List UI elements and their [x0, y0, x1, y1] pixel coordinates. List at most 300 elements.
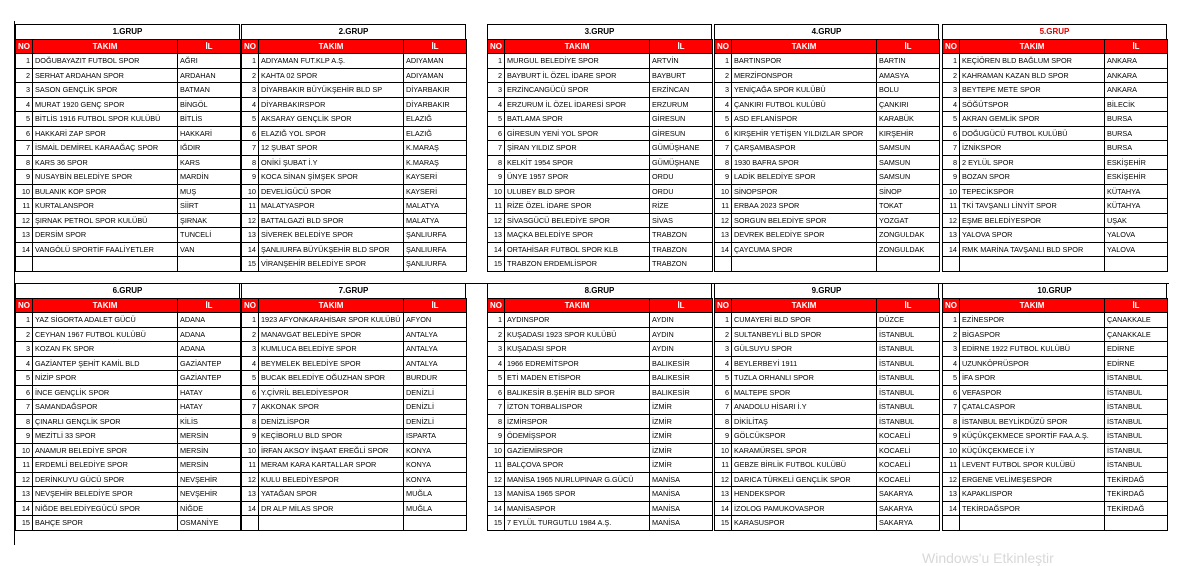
cell-city: BİLECİK	[1105, 97, 1168, 112]
cell-team: BAYBURT İL ÖZEL İDARE SPOR	[505, 68, 650, 83]
cell-city: ŞANLIURFA	[404, 242, 467, 257]
table-row	[943, 228, 1168, 243]
empty-row	[943, 257, 1168, 272]
cell-team: KULU BELEDİYESPOR	[259, 472, 404, 487]
cell-team: YATAĞAN SPOR	[259, 487, 404, 502]
cell-team: TEKİRDAĞSPOR	[960, 501, 1105, 516]
cell-city: GAZİANTEP	[178, 356, 241, 371]
table-row	[715, 170, 940, 185]
cell-no: 13	[16, 487, 33, 502]
cell-team: Y.ÇİVRİL BELEDİYESPOR	[259, 385, 404, 400]
cell-no: 6	[242, 385, 259, 400]
cell-city: ISPARTA	[404, 429, 467, 444]
cell-no: 12	[715, 213, 732, 228]
cell-city: ANKARA	[1105, 54, 1168, 69]
table-header-row	[488, 299, 713, 313]
cell-no: 8	[242, 414, 259, 429]
cell-no: 12	[242, 213, 259, 228]
cell-team: AKSARAY GENÇLİK SPOR	[259, 112, 404, 127]
cell-team: MANAVGAT BELEDİYE SPOR	[259, 327, 404, 342]
cell-city: EDİRNE	[1105, 342, 1168, 357]
table-row	[16, 516, 241, 531]
cell-city: ESKİŞEHİR	[1105, 155, 1168, 170]
cell-city: ANTALYA	[404, 327, 467, 342]
cell-city: ŞANLIURFA	[404, 228, 467, 243]
cell-no: 6	[488, 126, 505, 141]
cell-city: İZMİR	[650, 414, 713, 429]
group-title: 1.GRUP	[15, 24, 240, 39]
header-city: İL	[877, 40, 940, 54]
cell-city: ŞIRNAK	[178, 213, 241, 228]
cell-city: AMASYA	[877, 68, 940, 83]
cell-no: 11	[943, 458, 960, 473]
cell-city: KOCAELİ	[877, 429, 940, 444]
cell-team: KEÇİBORLU BLD SPOR	[259, 429, 404, 444]
cell-no: 5	[715, 371, 732, 386]
cell-city: BURSA	[1105, 141, 1168, 156]
table-row	[242, 141, 467, 156]
header-team: TAKIM	[33, 40, 178, 54]
group-4	[714, 24, 939, 272]
cell-team: YALOVA SPOR	[960, 228, 1105, 243]
cell-city: ÇANAKKALE	[1105, 327, 1168, 342]
cell-team: LEVENT FUTBOL SPOR KULÜBÜ	[960, 458, 1105, 473]
cell-no: 7	[488, 400, 505, 415]
table-row	[488, 97, 713, 112]
cell-team: NİĞDE BELEDİYEGÜCÜ SPOR	[33, 501, 178, 516]
cell-team: KIRŞEHİR YETİŞEN YILDIZLAR SPOR	[732, 126, 877, 141]
cell-city: YALOVA	[1105, 228, 1168, 243]
cell-no: 4	[943, 356, 960, 371]
table-row	[16, 327, 241, 342]
cell-city: TUNCELİ	[178, 228, 241, 243]
cell-team: SERHAT ARDAHAN SPOR	[33, 68, 178, 83]
table-row	[242, 472, 467, 487]
cell-team: ÇINARLI GENÇLİK SPOR	[33, 414, 178, 429]
table-row	[943, 170, 1168, 185]
table-row	[943, 199, 1168, 214]
cell-team: ERZURUM İL ÖZEL İDARESİ SPOR	[505, 97, 650, 112]
table-row	[715, 155, 940, 170]
header-no: NO	[488, 40, 505, 54]
cell-no: 13	[488, 487, 505, 502]
cell-no: 7	[242, 141, 259, 156]
group-title: 7.GRUP	[241, 283, 466, 298]
cell-team: CUMAYERİ BLD SPOR	[732, 313, 877, 328]
table-row	[242, 184, 467, 199]
cell-no: 10	[16, 443, 33, 458]
cell-city: SİİRT	[178, 199, 241, 214]
table-row	[943, 112, 1168, 127]
cell-no: 10	[16, 184, 33, 199]
cell-team: HENDEKSPOR	[732, 487, 877, 502]
table-row	[943, 83, 1168, 98]
cell-no: 14	[488, 242, 505, 257]
group-table	[942, 298, 1168, 531]
table-row	[242, 400, 467, 415]
cell-no: 9	[488, 429, 505, 444]
table-row	[242, 342, 467, 357]
table-row	[943, 443, 1168, 458]
cell-team: NEVŞEHİR BELEDİYE SPOR	[33, 487, 178, 502]
table-row	[488, 83, 713, 98]
cell-no: 12	[715, 472, 732, 487]
cell-team: HAKKARİ ZAP SPOR	[33, 126, 178, 141]
group-table	[15, 298, 241, 531]
cell-no: 7	[715, 400, 732, 415]
group-9	[714, 283, 939, 531]
table-row	[715, 487, 940, 502]
cell-no: 11	[488, 458, 505, 473]
cell-city: İZMİR	[650, 429, 713, 444]
cell-team: KOCA SİNAN ŞİMŞEK SPOR	[259, 170, 404, 185]
cell-team: KUMLUCA BELEDİYE SPOR	[259, 342, 404, 357]
table-row	[16, 356, 241, 371]
cell-no: 8	[943, 155, 960, 170]
cell-team: GEBZE BİRLİK FUTBOL KULÜBÜ	[732, 458, 877, 473]
cell-no: 3	[943, 83, 960, 98]
cell-team: VİRANŞEHİR BELEDİYE SPOR	[259, 257, 404, 272]
header-team: TAKIM	[960, 40, 1105, 54]
table-row	[16, 458, 241, 473]
cell-city: SAMSUN	[877, 170, 940, 185]
cell-team: SİVEREK BELEDİYE SPOR	[259, 228, 404, 243]
cell-no: 7	[16, 141, 33, 156]
cell-no: 3	[242, 342, 259, 357]
cell-team: BATLAMA SPOR	[505, 112, 650, 127]
table-row	[488, 487, 713, 502]
cell-city: KONYA	[404, 443, 467, 458]
cell-no: 1	[16, 54, 33, 69]
table-row	[16, 68, 241, 83]
cell-no: 1	[242, 313, 259, 328]
cell-city: KIRŞEHİR	[877, 126, 940, 141]
group-title: 8.GRUP	[487, 283, 712, 298]
table-row	[16, 487, 241, 502]
cell-city: KÜTAHYA	[1105, 199, 1168, 214]
cell-team: TEPECİKSPOR	[960, 184, 1105, 199]
cell-team: TRABZON ERDEMLİSPOR	[505, 257, 650, 272]
cell-city: ANKARA	[1105, 68, 1168, 83]
header-no: NO	[943, 299, 960, 313]
cell-city: İSTANBUL	[1105, 443, 1168, 458]
cell-no: 2	[242, 68, 259, 83]
empty-row	[16, 257, 241, 272]
table-row	[488, 54, 713, 69]
table-row	[242, 257, 467, 272]
cell-team: BATTALGAZİ BLD SPOR	[259, 213, 404, 228]
table-row	[488, 501, 713, 516]
cell-no: 11	[16, 458, 33, 473]
cell-city: ZONGULDAK	[877, 242, 940, 257]
cell-team: DEVELİGÜCÜ SPOR	[259, 184, 404, 199]
cell-team: ONİKİ ŞUBAT İ.Y	[259, 155, 404, 170]
cell-no: 8	[488, 155, 505, 170]
cell-city: İZMİR	[650, 400, 713, 415]
cell-city: ERZİNCAN	[650, 83, 713, 98]
empty-cell	[877, 257, 940, 272]
cell-no: 14	[242, 242, 259, 257]
cell-team: KAHTA 02 SPOR	[259, 68, 404, 83]
cell-no: 4	[16, 356, 33, 371]
table-row	[16, 83, 241, 98]
cell-no: 3	[488, 83, 505, 98]
cell-no: 1	[488, 313, 505, 328]
cell-city: GAZİANTEP	[178, 371, 241, 386]
table-header-row	[943, 299, 1168, 313]
table-row	[488, 371, 713, 386]
cell-team: MERAM KARA KARTALLAR SPOR	[259, 458, 404, 473]
cell-no: 2	[242, 327, 259, 342]
empty-cell	[960, 257, 1105, 272]
cell-city: KOCAELİ	[877, 472, 940, 487]
cell-city: İZMİR	[650, 458, 713, 473]
table-header-row	[715, 40, 940, 54]
cell-city: BİTLİS	[178, 112, 241, 127]
cell-city: KAYSERİ	[404, 184, 467, 199]
cell-city: BALIKESİR	[650, 371, 713, 386]
cell-no: 4	[242, 356, 259, 371]
empty-cell	[960, 516, 1105, 531]
cell-no: 1	[715, 54, 732, 69]
header-team: TAKIM	[259, 40, 404, 54]
cell-no: 9	[242, 170, 259, 185]
cell-city: GÜMÜŞHANE	[650, 141, 713, 156]
cell-city: İSTANBUL	[877, 400, 940, 415]
activation-watermark: Windows'u Etkinleştir	[922, 550, 1054, 566]
cell-team: MALTEPE SPOR	[732, 385, 877, 400]
table-row	[16, 97, 241, 112]
cell-team: ŞİRAN YILDIZ SPOR	[505, 141, 650, 156]
cell-team: KARASUSPOR	[732, 516, 877, 531]
cell-no: 14	[242, 501, 259, 516]
cell-team: ADIYAMAN FUT.KLP A.Ş.	[259, 54, 404, 69]
cell-no: 12	[488, 472, 505, 487]
cell-city: BOLU	[877, 83, 940, 98]
table-row	[943, 400, 1168, 415]
cell-team: ÜNYE 1957 SPOR	[505, 170, 650, 185]
cell-no: 13	[242, 228, 259, 243]
empty-cell	[715, 257, 732, 272]
cell-team: YENİÇAĞA SPOR KULÜBÜ	[732, 83, 877, 98]
cell-team: EŞME BELEDİYESPOR	[960, 213, 1105, 228]
cell-team: GÜLSUYU SPOR	[732, 342, 877, 357]
cell-no: 14	[16, 242, 33, 257]
cell-city: ŞANLIURFA	[404, 257, 467, 272]
header-team: TAKIM	[33, 299, 178, 313]
cell-no: 13	[488, 228, 505, 243]
cell-city: ADANA	[178, 313, 241, 328]
cell-no: 13	[943, 228, 960, 243]
cell-no: 9	[16, 429, 33, 444]
cell-no: 8	[488, 414, 505, 429]
cell-team: SORGUN BELEDİYE SPOR	[732, 213, 877, 228]
group-title: 6.GRUP	[15, 283, 240, 298]
cell-city: KİLİS	[178, 414, 241, 429]
cell-team: TUZLA ORHANLI SPOR	[732, 371, 877, 386]
table-row	[715, 313, 940, 328]
cell-city: AYDIN	[650, 342, 713, 357]
cell-team: KAHRAMAN KAZAN BLD SPOR	[960, 68, 1105, 83]
cell-no: 1	[488, 54, 505, 69]
header-city: İL	[178, 299, 241, 313]
table-row	[715, 97, 940, 112]
table-row	[488, 443, 713, 458]
cell-city: ANTALYA	[404, 342, 467, 357]
table-row	[715, 501, 940, 516]
cell-city: İSTANBUL	[1105, 414, 1168, 429]
cell-team: BALÇOVA SPOR	[505, 458, 650, 473]
cell-city: KAYSERİ	[404, 170, 467, 185]
table-row	[16, 155, 241, 170]
cell-team: İRFAN AKSOY İNŞAAT EREĞLİ SPOR	[259, 443, 404, 458]
cell-no: 10	[715, 443, 732, 458]
table-row	[943, 458, 1168, 473]
cell-team: BAHÇE SPOR	[33, 516, 178, 531]
cell-city: İSTANBUL	[1105, 429, 1168, 444]
empty-cell	[1105, 257, 1168, 272]
table-row	[715, 400, 940, 415]
cell-no: 14	[943, 242, 960, 257]
table-row	[16, 313, 241, 328]
table-row	[16, 400, 241, 415]
cell-city: MARDİN	[178, 170, 241, 185]
cell-team: DOĞUBAYAZIT FUTBOL SPOR	[33, 54, 178, 69]
cell-team: ERBAA 2023 SPOR	[732, 199, 877, 214]
cell-team: ÇATALCASPOR	[960, 400, 1105, 415]
table-row	[488, 429, 713, 444]
table-row	[943, 356, 1168, 371]
cell-city: İSTANBUL	[1105, 458, 1168, 473]
empty-cell	[1105, 516, 1168, 531]
table-row	[242, 126, 467, 141]
cell-team: MURGUL BELEDİYE SPOR	[505, 54, 650, 69]
cell-city: ANKARA	[1105, 83, 1168, 98]
cell-no: 10	[242, 184, 259, 199]
cell-no: 5	[715, 112, 732, 127]
cell-city: İSTANBUL	[1105, 385, 1168, 400]
table-row	[242, 414, 467, 429]
cell-no: 5	[488, 371, 505, 386]
cell-team: DİYARBAKIRSPOR	[259, 97, 404, 112]
cell-no: 6	[943, 126, 960, 141]
cell-no: 6	[715, 126, 732, 141]
cell-city: ADANA	[178, 342, 241, 357]
cell-no: 9	[943, 429, 960, 444]
cell-city: HATAY	[178, 385, 241, 400]
cell-city: K.MARAŞ	[404, 141, 467, 156]
table-row	[715, 472, 940, 487]
table-header-row	[16, 299, 241, 313]
cell-no: 9	[488, 170, 505, 185]
cell-no: 3	[715, 342, 732, 357]
table-row	[16, 414, 241, 429]
table-row	[242, 371, 467, 386]
table-row	[16, 228, 241, 243]
table-row	[242, 213, 467, 228]
cell-city: İSTANBUL	[877, 327, 940, 342]
cell-no: 15	[715, 516, 732, 531]
cell-no: 11	[16, 199, 33, 214]
cell-city: ADIYAMAN	[404, 54, 467, 69]
group-table	[487, 39, 713, 272]
cell-team: ULUBEY BLD SPOR	[505, 184, 650, 199]
group-8	[487, 283, 712, 531]
cell-no: 3	[488, 342, 505, 357]
header-no: NO	[488, 299, 505, 313]
cell-team: GAZİANTEP ŞEHİT KAMİL BLD	[33, 356, 178, 371]
cell-no: 12	[242, 472, 259, 487]
cell-team: MEZİTLİ 33 SPOR	[33, 429, 178, 444]
cell-no: 14	[715, 501, 732, 516]
cell-city: AYDIN	[650, 313, 713, 328]
table-row	[715, 516, 940, 531]
table-row	[715, 356, 940, 371]
cell-no: 2	[16, 68, 33, 83]
cell-city: SAMSUN	[877, 141, 940, 156]
cell-no: 5	[16, 112, 33, 127]
cell-team: BEYTEPE METE SPOR	[960, 83, 1105, 98]
empty-cell	[178, 257, 241, 272]
cell-team: NUSAYBİN BELEDİYE SPOR	[33, 170, 178, 185]
header-city: İL	[877, 299, 940, 313]
cell-team: DARICA TÜRKELİ GENÇLİK SPOR	[732, 472, 877, 487]
cell-city: BALIKESİR	[650, 356, 713, 371]
header-no: NO	[16, 299, 33, 313]
table-row	[242, 385, 467, 400]
table-row	[488, 141, 713, 156]
cell-no: 2	[715, 327, 732, 342]
cell-team: GAZİEMİRSPOR	[505, 443, 650, 458]
cell-team: ŞIRNAK PETROL SPOR KULÜBÜ	[33, 213, 178, 228]
table-row	[943, 54, 1168, 69]
table-row	[715, 68, 940, 83]
cell-no: 14	[715, 242, 732, 257]
group-3	[487, 24, 712, 272]
group-7	[241, 283, 466, 531]
table-row	[488, 516, 713, 531]
cell-city: TEKİRDAĞ	[1105, 487, 1168, 502]
cell-city: DENİZLİ	[404, 385, 467, 400]
cell-no: 7	[242, 400, 259, 415]
cell-city: GİRESUN	[650, 126, 713, 141]
cell-city: NEVŞEHİR	[178, 487, 241, 502]
header-city: İL	[404, 299, 467, 313]
cell-team: DİKİLİTAŞ	[732, 414, 877, 429]
cell-no: 9	[943, 170, 960, 185]
table-row	[488, 242, 713, 257]
table-row	[16, 213, 241, 228]
group-1	[15, 24, 240, 272]
cell-no: 6	[16, 385, 33, 400]
cell-no: 8	[715, 414, 732, 429]
cell-no: 5	[242, 371, 259, 386]
cell-team: SASON GENÇLİK SPOR	[33, 83, 178, 98]
cell-city: HAKKARİ	[178, 126, 241, 141]
empty-cell	[943, 516, 960, 531]
cell-no: 8	[16, 155, 33, 170]
cell-no: 15	[242, 257, 259, 272]
cell-city: ÇANAKKALE	[1105, 313, 1168, 328]
group-title: 5.GRUP	[942, 24, 1167, 39]
cell-no: 1	[16, 313, 33, 328]
table-row	[16, 141, 241, 156]
cell-team: KARS 36 SPOR	[33, 155, 178, 170]
cell-no: 9	[715, 170, 732, 185]
cell-team: MAÇKA BELEDİYE SPOR	[505, 228, 650, 243]
cell-no: 11	[242, 458, 259, 473]
cell-city: DİYARBAKIR	[404, 97, 467, 112]
